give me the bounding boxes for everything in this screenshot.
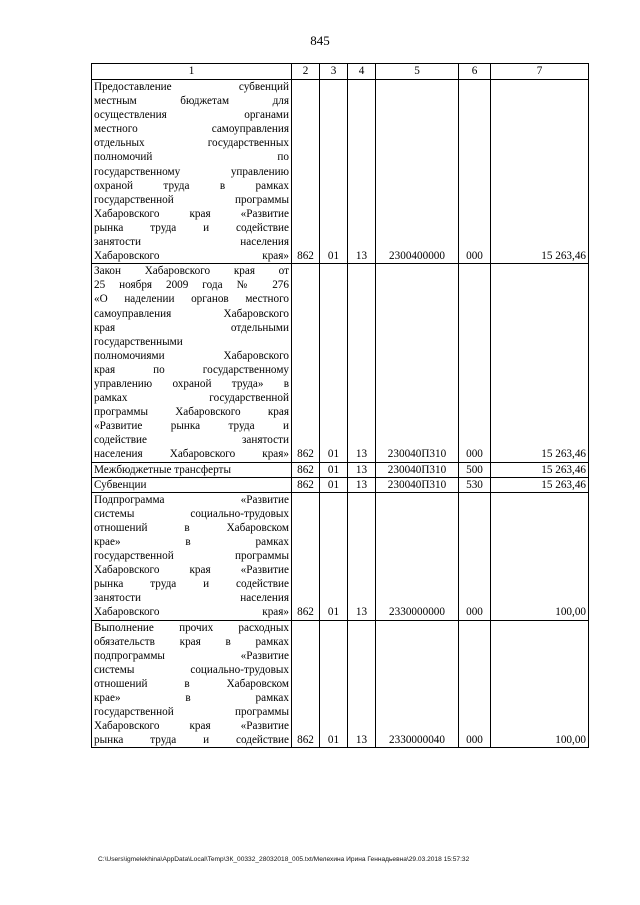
amount: 15 263,46 [491, 80, 589, 264]
row-name-line: обязательств края в рамках [94, 635, 289, 648]
row-name-line: края по государственному [94, 363, 289, 376]
file-path-footer: C:\Users\igmelekhina\AppData\Local\Temp\ЗК_00332_28032018_005.txt/Мелехина Ирина Геннадьевна\29.03.2018 15:57:32 [98, 856, 470, 863]
row-name-line: Хабаровского края «Развитие [94, 207, 289, 220]
amount: 15 263,46 [491, 462, 589, 477]
row-name-line: полномочий по [94, 151, 289, 164]
row-name-line: Хабаровского края «Развитие [94, 720, 289, 733]
expense-type-code: 530 [459, 477, 491, 492]
section-code: 01 [320, 620, 348, 748]
row-name-line: государственной программы [94, 193, 289, 206]
row-name-line: Хабаровского края» [94, 606, 289, 619]
target-article-code: 2330000040 [376, 620, 459, 748]
target-article-code: 2300400000 [376, 80, 459, 264]
expense-type-code: 000 [459, 492, 491, 620]
expense-type-code: 000 [459, 80, 491, 264]
column-header-2: 2 [292, 64, 320, 80]
table-row [92, 264, 589, 462]
row-name-line: края отдельными [94, 321, 289, 334]
column-header-3: 3 [320, 64, 348, 80]
section-code: 01 [320, 80, 348, 264]
table-row [92, 477, 589, 492]
row-name [92, 492, 292, 620]
subsection-code: 13 [348, 620, 376, 748]
row-name-line: государственному управлению [94, 165, 289, 178]
ministry-code: 862 [292, 492, 320, 620]
target-article-code: 230040П310 [376, 462, 459, 477]
row-name [92, 462, 292, 477]
table-row [92, 80, 589, 264]
row-name-line: Закон Хабаровского края от [94, 265, 289, 278]
row-name-line: занятости населения [94, 236, 289, 249]
row-name-line: программы Хабаровского края [94, 406, 289, 419]
row-name-line: населения Хабаровского края» [94, 448, 289, 461]
column-header-6: 6 [459, 64, 491, 80]
row-name-line: Хабаровского края» [94, 250, 289, 263]
amount: 100,00 [491, 620, 589, 748]
row-name [92, 477, 292, 492]
row-name-line: крае» в рамках [94, 692, 289, 705]
row-name-line: рамках государственной [94, 392, 289, 405]
row-name-line: местным бюджетам для [94, 95, 289, 108]
row-name-line: отдельных государственных [94, 137, 289, 150]
row-name-line: Субвенции [94, 478, 147, 491]
row-name-line: системы социально-трудовых [94, 663, 289, 676]
row-name-line: 25 ноября 2009 года № 276 [94, 279, 289, 292]
row-name-line: осуществления органами [94, 109, 289, 122]
row-name-line: Межбюджетные трансферты [94, 463, 231, 476]
row-name-line: рынка труда и содействие [94, 221, 289, 234]
table-row [92, 620, 589, 748]
target-article-code: 2330000000 [376, 492, 459, 620]
ministry-code: 862 [292, 620, 320, 748]
row-name-line: управлению охраной труда» в [94, 377, 289, 390]
row-name-line: занятости населения [94, 592, 289, 605]
amount: 15 263,46 [491, 264, 589, 462]
header-row [92, 64, 589, 80]
column-header-1: 1 [92, 64, 292, 80]
target-article-code: 230040П310 [376, 477, 459, 492]
ministry-code: 862 [292, 462, 320, 477]
row-name-line: государственными [94, 335, 183, 348]
row-name [92, 80, 292, 264]
table-row [92, 462, 589, 477]
section-code: 01 [320, 462, 348, 477]
row-name-line: самоуправления Хабаровского [94, 307, 289, 320]
section-code: 01 [320, 264, 348, 462]
expense-type-code: 000 [459, 264, 491, 462]
row-name-line: крае» в рамках [94, 536, 289, 548]
page-number: 845 [310, 33, 330, 48]
row-name-line: Предоставление субвенций [94, 81, 289, 93]
ministry-code: 862 [292, 477, 320, 492]
row-name-line: Подпрограмма «Развитие [94, 493, 289, 506]
subsection-code: 13 [348, 462, 376, 477]
target-article-code: 230040П310 [376, 264, 459, 462]
subsection-code: 13 [348, 477, 376, 492]
budget-table [91, 63, 589, 748]
subsection-code: 13 [348, 492, 376, 620]
table-row [92, 492, 589, 620]
row-name-line: государственной программы [94, 706, 289, 719]
expense-type-code: 500 [459, 462, 491, 477]
row-name-line: «О наделении органов местного [94, 293, 289, 306]
row-name-line: содействие занятости [94, 434, 289, 447]
column-header-7: 7 [491, 64, 589, 80]
column-header-5: 5 [376, 64, 459, 80]
row-name-line: системы социально-трудовых [94, 507, 289, 520]
ministry-code: 862 [292, 80, 320, 264]
subsection-code: 13 [348, 80, 376, 264]
section-code: 01 [320, 492, 348, 620]
row-name-line: «Развитие рынка труда и [94, 420, 289, 433]
row-name-line: отношений в Хабаровском [94, 521, 289, 534]
row-name-line: полномочиями Хабаровского [94, 349, 289, 362]
row-name-line: подпрограммы «Развитие [94, 649, 289, 662]
row-name-line: рынка труда и содействие [94, 734, 289, 747]
row-name-line: государственной программы [94, 550, 289, 563]
expense-type-code: 000 [459, 620, 491, 748]
ministry-code: 862 [292, 264, 320, 462]
column-header-4: 4 [348, 64, 376, 80]
row-name-line: местного самоуправления [94, 123, 289, 136]
row-name-line: рынка труда и содействие [94, 578, 289, 591]
row-name-line: охраной труда в рамках [94, 179, 289, 192]
section-code: 01 [320, 477, 348, 492]
row-name [92, 620, 292, 748]
row-name-line: Хабаровского края «Развитие [94, 564, 289, 577]
row-name-line: отношений в Хабаровском [94, 677, 289, 690]
row-name-line: Выполнение прочих расходных [94, 621, 289, 634]
subsection-code: 13 [348, 264, 376, 462]
row-name [92, 264, 292, 462]
amount: 100,00 [491, 492, 589, 620]
amount: 15 263,46 [491, 477, 589, 492]
